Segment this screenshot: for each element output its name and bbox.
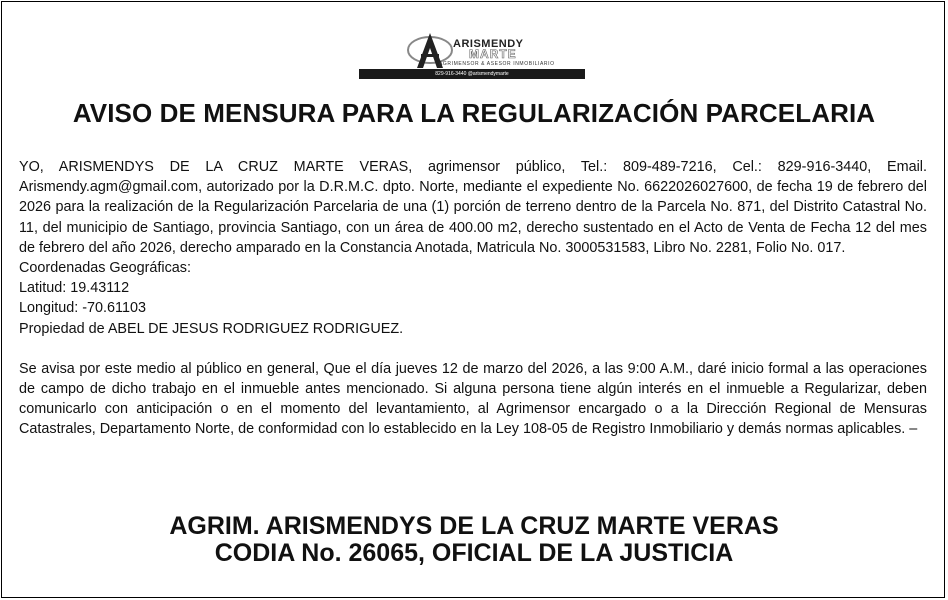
notice-body [19, 157, 927, 440]
logo-brand-top: ARISMENDY [453, 38, 524, 50]
owner-line: Propiedad de ABEL DE JESUS RODRIGUEZ RODRIGUEZ. [19, 320, 404, 337]
paragraph-public-notice: Se avisa por este medio al público en general, Que el día jueves 12 de marzo del 2026, a las 9:00 A.M., daré inicio formal a las operaciones de campo de dicho trabajo en el inmueble antes mencionado. Si alguna persona tiene algún interés en el inmueble a Regularizar, deben comunicarlo con anticipación o en el momento del levantamiento, al Agrimensor encargado o a la Dirección Regional de Mensuras Catastrales, Departamento Norte, de conformidad con lo establecido en la Ley 108-05 de Registro Inmobiliario y demás normas aplicables. – [19, 360, 927, 438]
notice-title: AVISO DE MENSURA PARA LA REGULARIZACIÓN PARCELARIA [72, 98, 876, 128]
coordinates-label: Coordenadas Geográficas: [19, 260, 191, 277]
logo-contact-bar: 829-916-3440 @arismendymarte [359, 69, 585, 79]
latitude-value: Latitud: 19.43112 [19, 280, 130, 297]
paragraph-survey-details: YO, ARISMENDYS DE LA CRUZ MARTE VERAS, agrimensor público, Tel.: 809-489-7216, Cel.: 829-916-3440, Email. Arismendy.agm@gmail.com, autorizado por la D.R.M.C. dpto. Norte, mediante el expediente No. 6622026027600, de fecha 19 de febrero del 2026 para la realización de la Regularización Parcelaria de una (1) porción de terreno dentro de la Parcela No. 871, del Distrito Catastral No. 11, del municipio de Santiago, provincia Santiago, con un área de 400.00 m2, derecho sustentado en el Acto de Venta de Fecha 12 del mes de febrero del año 2026, derecho amparado en la Constancia Anotada, Matricula No. 3000531583, Libro No. 2281, Folio No. 017. [19, 159, 927, 256]
logo-tagline: AGRIMENSOR & ASESOR INMOBILIARIO [439, 61, 555, 67]
longitude-value: Longitud: -70.61103 [19, 300, 146, 317]
paragraph-spacer [19, 339, 927, 359]
logo-brand-bottom: MARTE [469, 47, 517, 61]
notice-frame [1, 1, 945, 598]
signature-codia: CODIA No. 26065, OFICIAL DE LA JUSTICIA [214, 539, 734, 567]
signature-name: AGRIM. ARISMENDYS DE LA CRUZ MARTE VERAS [169, 512, 779, 540]
company-logo [359, 28, 585, 80]
